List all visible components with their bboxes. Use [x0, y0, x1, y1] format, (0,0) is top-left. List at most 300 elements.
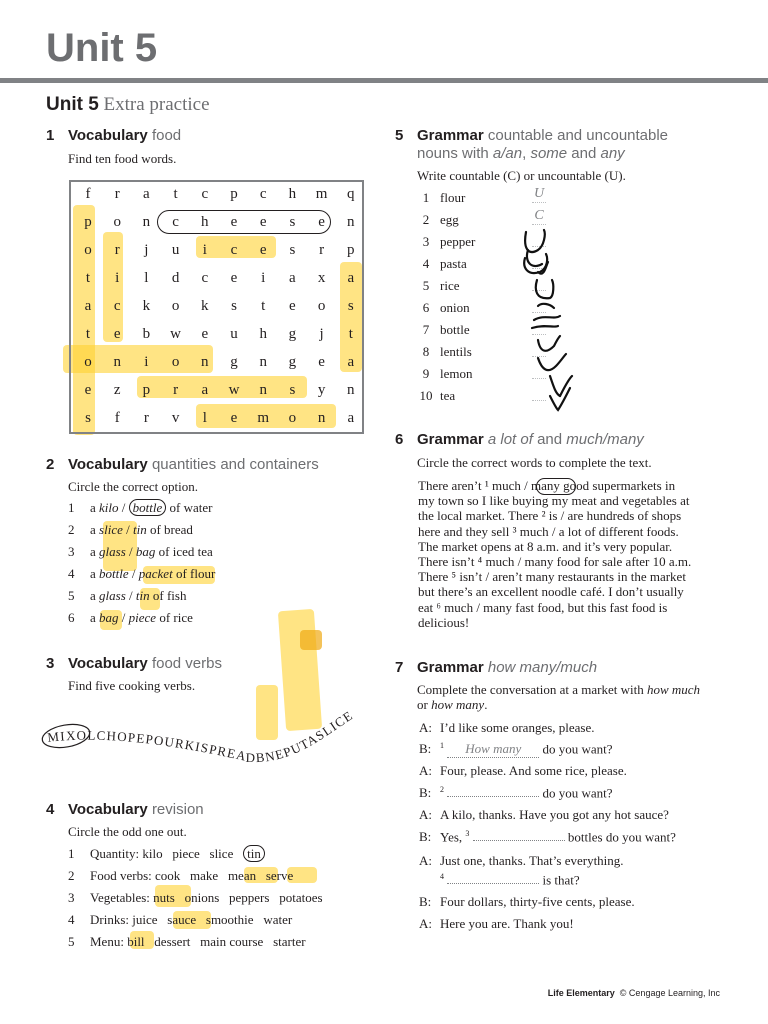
section-topic-part: and: [537, 431, 563, 448]
section-topic: countable and uncountable: [487, 127, 669, 144]
item-word: rice: [440, 278, 460, 293]
option-separator: /: [129, 544, 133, 559]
word-choice[interactable]: water: [263, 912, 293, 927]
section-topic: quantities and containers: [151, 456, 319, 473]
grid-letter: e: [201, 326, 209, 342]
answer-blank[interactable]: C: [532, 208, 546, 225]
grid-letter: g: [230, 354, 238, 370]
grid-letter: e: [230, 270, 238, 286]
speaker: A:: [419, 807, 432, 822]
grid-letter: a: [201, 382, 209, 398]
text-line: here and they sell ³ much / a lot of different foods.: [418, 523, 679, 539]
item-word: pasta: [440, 256, 467, 271]
grid-letter: m: [315, 186, 328, 202]
item-rest: of flour: [175, 566, 216, 581]
grid-letter: y: [317, 382, 326, 398]
option-separator: /: [131, 566, 136, 581]
grid-letter: t: [261, 298, 266, 314]
grid-letter: t: [173, 186, 178, 202]
item-article: a: [90, 500, 96, 515]
item-number: 6: [422, 300, 430, 315]
grid-letter: t: [85, 270, 91, 286]
option-a[interactable]: glass: [99, 588, 126, 603]
item-label: Drinks:: [90, 912, 129, 927]
grid-letter: k: [142, 298, 151, 314]
grid-letter: r: [114, 186, 120, 202]
odd-one-out-item: [68, 846, 265, 862]
word-choice[interactable]: piece: [172, 846, 200, 861]
section-kind: Grammar: [417, 659, 484, 676]
blank-number: 3: [465, 829, 470, 838]
speaker: B:: [419, 741, 432, 757]
text-line: delicious!: [418, 614, 470, 630]
handwriting-scribbles: [520, 228, 580, 413]
quantity-item: [68, 588, 186, 604]
grid-letter: a: [347, 270, 355, 286]
grid-letter: l: [202, 410, 207, 426]
dialogue-line: [419, 853, 624, 869]
grid-letter: s: [289, 214, 296, 230]
line-text: A kilo, thanks. Have you got any hot sauce?: [440, 807, 669, 822]
grid-letter: p: [347, 242, 355, 258]
grid-letter: a: [347, 410, 355, 426]
text-line: There isn’t ⁴ much / many food for sale after 10 a.m.: [418, 554, 692, 570]
grid-letter: s: [289, 242, 296, 258]
option-b[interactable]: bottle: [129, 499, 167, 516]
dialogue-line: [419, 916, 574, 932]
item-number: 1: [422, 190, 430, 205]
grid-letter: a: [289, 270, 296, 286]
odd-one-out-item: [68, 868, 293, 884]
section-number: 2: [46, 456, 55, 473]
instruction-part: how much: [646, 682, 701, 697]
text-line: my town so I like buying my meat and vegetables at: [418, 493, 690, 509]
line-text: Just one, thanks. That’s everything.: [440, 853, 624, 868]
option-b[interactable]: tin: [135, 588, 150, 603]
option-a[interactable]: kilo: [99, 500, 119, 515]
grid-letter: o: [288, 410, 297, 426]
item-rest: of iced tea: [158, 544, 213, 559]
line-text: bottles do you want?: [567, 829, 676, 845]
section-kind: Vocabulary: [68, 456, 148, 473]
item-number: 3: [422, 234, 430, 249]
section-2-heading: [46, 456, 319, 474]
dialogue-line: [419, 741, 613, 758]
item-number: 7: [422, 322, 430, 337]
odd-one-out-item: [68, 912, 292, 928]
dialogue-line: [419, 763, 627, 779]
item-word: onion: [440, 300, 470, 315]
speaker: A:: [419, 720, 432, 735]
item-number: 1: [68, 846, 75, 861]
section-topic: food: [151, 127, 182, 144]
grid-letter: h: [201, 214, 209, 230]
item-number: 5: [68, 934, 75, 949]
word-choice[interactable]: make: [190, 868, 219, 883]
item-word: flour: [440, 190, 466, 205]
grid-letter: a: [143, 186, 150, 202]
section-topic-part: some: [530, 145, 568, 162]
line-text: Four dollars, thirty-five cents, please.: [440, 894, 635, 909]
footer-book: Life Elementary: [547, 988, 615, 998]
line-text: is that?: [542, 872, 580, 888]
speaker: A:: [419, 853, 432, 868]
grid-letter: o: [84, 354, 92, 370]
option-b[interactable]: bag: [135, 544, 156, 559]
word-choice[interactable]: mean: [227, 868, 257, 883]
grid-letter: f: [114, 410, 120, 426]
grid-letter: n: [259, 354, 267, 370]
grid-letter: s: [347, 298, 354, 314]
section-7-heading: [395, 659, 597, 677]
option-a[interactable]: bottle: [99, 566, 129, 581]
section-kind: Vocabulary: [68, 127, 148, 144]
section-2-instruction: Circle the correct option.: [68, 479, 198, 494]
section-1-heading: [46, 127, 181, 145]
grid-letter: s: [289, 382, 296, 398]
grid-letter: n: [317, 410, 326, 426]
countable-item: [412, 300, 470, 316]
grid-letter: x: [317, 270, 326, 286]
word-choice[interactable]: tin: [243, 845, 265, 862]
item-number: 2: [422, 212, 430, 227]
grid-letter: b: [142, 326, 151, 342]
countable-item: [412, 322, 470, 338]
dialogue-line: [419, 785, 613, 801]
footer: [548, 988, 720, 998]
section-topic: revision: [151, 801, 204, 818]
word-choice[interactable]: sauce: [167, 912, 197, 927]
option-b[interactable]: packet: [138, 566, 173, 581]
dialogue-line: [419, 872, 580, 888]
item-number: 8: [422, 344, 430, 359]
text-line: but there’s an excellent noodle café. I don’t usually: [418, 584, 684, 600]
quantity-item: [68, 544, 213, 560]
grid-letter: n: [113, 354, 121, 370]
option-a[interactable]: bag: [99, 610, 119, 625]
item-rest: of fish: [152, 588, 187, 603]
grid-letter: p: [142, 382, 151, 398]
countable-item: [412, 388, 455, 404]
word-choice[interactable]: juice: [132, 912, 158, 927]
grid-letter: w: [170, 326, 182, 342]
grid-letter: c: [113, 298, 121, 314]
grid-letter: e: [318, 214, 325, 230]
circled-answer-many: [536, 478, 576, 495]
section-topic-part: any: [600, 145, 625, 162]
section-3-heading: [46, 655, 222, 673]
section-1-instruction: Find ten food words.: [68, 151, 177, 166]
speaker: B:: [419, 829, 432, 845]
countable-item: [412, 278, 459, 294]
item-number: 9: [422, 366, 430, 381]
item-number: 1: [68, 500, 75, 515]
option-separator: /: [129, 588, 133, 603]
item-number: 5: [422, 278, 430, 293]
countable-item: [412, 212, 459, 228]
item-number: 2: [68, 522, 75, 537]
item-number: 10: [419, 388, 433, 403]
item-label: Vegetables:: [90, 890, 150, 905]
instruction-part: how many: [431, 697, 485, 712]
line-text: I’d like some oranges, please.: [440, 720, 595, 735]
text-line: The market opens at 8 a.m. and it’s very popular.: [418, 538, 673, 554]
grid-letter: u: [230, 326, 238, 342]
item-word: pepper: [440, 234, 476, 249]
grid-letter: f: [85, 186, 91, 202]
word-choice[interactable]: serve: [265, 868, 294, 883]
grid-letter: c: [201, 186, 209, 202]
countable-item: [412, 256, 467, 272]
section-number: 3: [46, 655, 55, 672]
grid-letter: e: [289, 298, 296, 314]
grid-letter: r: [173, 382, 179, 398]
item-number: 4: [68, 912, 75, 927]
item-word: tea: [440, 388, 456, 403]
grid-letter: o: [84, 242, 92, 258]
item-article: a: [90, 522, 96, 537]
section-4-heading: [46, 801, 204, 819]
dialogue-line: [419, 807, 669, 823]
grid-letter: e: [230, 214, 238, 230]
unit-title: Unit 5: [46, 26, 158, 70]
word-choice[interactable]: kilo: [142, 846, 163, 861]
speaker: A:: [419, 916, 432, 931]
section-topic-part: nouns with: [417, 145, 493, 162]
line-text: do you want?: [542, 785, 613, 801]
page-title-light: Extra practice: [103, 94, 210, 115]
grid-letter: a: [347, 354, 355, 370]
grid-letter: w: [228, 382, 240, 398]
word-choice[interactable]: main course: [200, 934, 264, 949]
section-6-instruction: Circle the correct words to complete the text.: [417, 455, 652, 470]
grid-letter: n: [142, 214, 151, 230]
grid-letter: n: [201, 354, 209, 370]
quantity-item: [68, 610, 193, 626]
countable-item: [412, 366, 473, 382]
odd-one-out-item: [68, 890, 323, 906]
quantity-item: [68, 500, 212, 516]
svg-text:MIXOLCHOPEPOURKISPREADBNEPUTAS: [47, 707, 356, 765]
grid-letter: k: [201, 298, 209, 314]
countable-item: [412, 190, 465, 206]
grid-letter: j: [319, 326, 324, 342]
section-topic: how many/much: [487, 659, 598, 676]
item-rest: of rice: [159, 610, 193, 625]
grid-letter: e: [259, 242, 267, 258]
word-choice[interactable]: cook: [155, 868, 181, 883]
item-number: 3: [68, 890, 75, 905]
grid-letter: n: [347, 382, 355, 398]
circled-word-cheese: [157, 210, 331, 234]
dialogue-line: [419, 720, 595, 736]
section-topic-part: ,: [522, 145, 531, 162]
option-separator: /: [121, 610, 126, 625]
word-choice[interactable]: peppers: [229, 890, 270, 905]
instruction-part: Complete the conversation at a market with: [417, 682, 647, 697]
grid-letter: n: [259, 382, 267, 398]
instruction-or-text: or: [417, 697, 432, 712]
countable-item: [412, 234, 475, 250]
grid-letter: i: [144, 354, 149, 370]
instruction-part: .: [484, 697, 488, 712]
section-topic-part: a lot of: [487, 431, 533, 448]
option-a[interactable]: glass: [99, 544, 126, 559]
quantity-item: [68, 522, 193, 538]
grid-letter: i: [202, 242, 207, 258]
grid-letter: q: [347, 186, 355, 202]
odd-one-out-item: [68, 934, 306, 950]
item-number: 3: [68, 544, 75, 559]
fill-in-blank[interactable]: How many: [447, 741, 539, 758]
speaker: B:: [419, 894, 432, 909]
grid-letter: h: [288, 186, 297, 202]
grid-letter: m: [257, 410, 270, 426]
item-article: a: [90, 544, 96, 559]
grid-letter: e: [318, 354, 325, 370]
item-article: a: [90, 610, 96, 625]
word-choice[interactable]: bill: [127, 934, 145, 949]
item-label: Menu:: [90, 934, 124, 949]
blank-number: 2: [440, 785, 444, 794]
word-choice[interactable]: nuts: [153, 890, 175, 905]
section-topic-part: much/many: [566, 431, 644, 448]
grid-letter: v: [171, 410, 180, 426]
grid-letter: d: [171, 270, 180, 286]
speaker: B:: [419, 785, 432, 801]
grid-letter: a: [84, 298, 92, 314]
grid-letter: e: [113, 326, 121, 342]
section-3-instruction: Find five cooking verbs.: [68, 678, 196, 693]
line-text: Here you are. Thank you!: [440, 916, 574, 931]
grid-letter: r: [143, 410, 149, 426]
line-text: do you want?: [542, 741, 613, 757]
market-text: [418, 478, 691, 630]
section-topic-part: and: [567, 145, 601, 162]
grid-letter: r: [319, 242, 325, 258]
section-topic-part: a/an: [492, 145, 523, 162]
item-number: 4: [422, 256, 430, 271]
option-separator: /: [121, 500, 126, 515]
section-topic: food verbs: [151, 655, 222, 672]
grid-letter: l: [144, 270, 149, 286]
grid-letter: s: [85, 410, 91, 426]
word-choice[interactable]: slice: [209, 846, 234, 861]
dialogue-line: [419, 894, 635, 910]
grid-letter: p: [84, 214, 92, 230]
item-article: a: [90, 566, 96, 581]
grid-letter: o: [317, 298, 326, 314]
grid-letter: g: [288, 354, 297, 370]
fill-in-blank[interactable]: [447, 796, 539, 797]
word-choice[interactable]: potatoes: [279, 890, 323, 905]
grid-letter: o: [171, 354, 180, 370]
option-b[interactable]: piece: [128, 610, 157, 625]
grid-letter: c: [201, 270, 209, 286]
section-5-heading: [395, 127, 668, 163]
page-title-bold: Unit 5: [46, 94, 99, 115]
section-5-instruction: Write countable (C) or uncountable (U).: [417, 168, 626, 183]
verb-snake: [40, 690, 380, 780]
option-a[interactable]: slice: [99, 522, 123, 537]
grid-letter: t: [85, 326, 91, 342]
blank-number: 1: [440, 741, 444, 750]
grid-letter: o: [171, 298, 180, 314]
item-label: Food verbs:: [90, 868, 152, 883]
grid-letter: u: [171, 242, 180, 258]
option-b[interactable]: tin: [132, 522, 147, 537]
text-line: eat ⁶ much / many fast food, but this fast food is: [418, 599, 668, 615]
option-separator: /: [126, 522, 130, 537]
item-word: egg: [440, 212, 459, 227]
section-number: 6: [395, 431, 404, 448]
grid-letter: t: [348, 326, 353, 342]
highlight-mark: [300, 630, 322, 650]
text-line: the local market. There ² is / are hundreds of shops: [418, 508, 682, 524]
grid-letter: c: [230, 242, 238, 258]
section-4-instruction: Circle the odd one out.: [68, 824, 187, 839]
word-choice[interactable]: smoothie: [205, 912, 254, 927]
word-choice[interactable]: onions: [184, 890, 220, 905]
fill-in-blank[interactable]: [447, 883, 539, 884]
header-rule: [0, 78, 768, 83]
item-rest: of bread: [149, 522, 193, 537]
grid-letter: e: [259, 214, 267, 230]
section-number: 4: [46, 801, 55, 818]
grid-letter: i: [115, 270, 120, 286]
grid-letter: r: [114, 242, 120, 258]
grid-letter: c: [259, 186, 267, 202]
item-number: 5: [68, 588, 75, 603]
answer-blank[interactable]: U: [533, 186, 545, 201]
text-line: There aren’t ¹ much / many good supermarkets in: [418, 478, 676, 493]
fill-in-blank[interactable]: [473, 840, 565, 841]
dialogue-line: [419, 829, 676, 845]
grid-letter: c: [172, 214, 179, 230]
grid-letter: i: [261, 270, 266, 286]
grid-letter: e: [84, 382, 92, 398]
quantity-item: [68, 566, 215, 582]
section-7-instruction: [417, 682, 717, 712]
snake-letters: MIXOLCHOPEPOURKISPREADBNEPUTASLICE: [46, 707, 356, 766]
grid-letter: g: [288, 326, 297, 342]
grid-letter: z: [113, 382, 121, 398]
grid-letter: j: [144, 242, 149, 258]
item-word: bottle: [440, 322, 470, 337]
item-rest: of water: [169, 500, 213, 515]
text-line: There ⁵ isn’t / aren’t many restaurants in the market: [418, 569, 686, 585]
item-word: lemon: [440, 366, 473, 381]
word-choice[interactable]: starter: [273, 934, 306, 949]
grid-letter: p: [230, 186, 238, 202]
footer-copyright: © Cengage Learning, Inc: [619, 988, 720, 998]
blank-number: 4: [440, 872, 444, 881]
section-kind: Grammar: [417, 127, 484, 144]
grid-letter: h: [259, 326, 267, 342]
section-kind: Vocabulary: [68, 655, 148, 672]
section-6-heading: [395, 431, 644, 449]
line-prefix: Yes,: [440, 829, 463, 845]
item-label: Quantity:: [90, 846, 140, 861]
section-kind: Grammar: [417, 431, 484, 448]
line-text: Four, please. And some rice, please.: [440, 763, 627, 778]
section-number: 5: [395, 127, 404, 144]
word-choice[interactable]: dessert: [154, 934, 191, 949]
section-number: 1: [46, 127, 55, 144]
countable-item: [412, 344, 472, 360]
item-article: a: [90, 588, 96, 603]
grid-letter: n: [347, 214, 355, 230]
